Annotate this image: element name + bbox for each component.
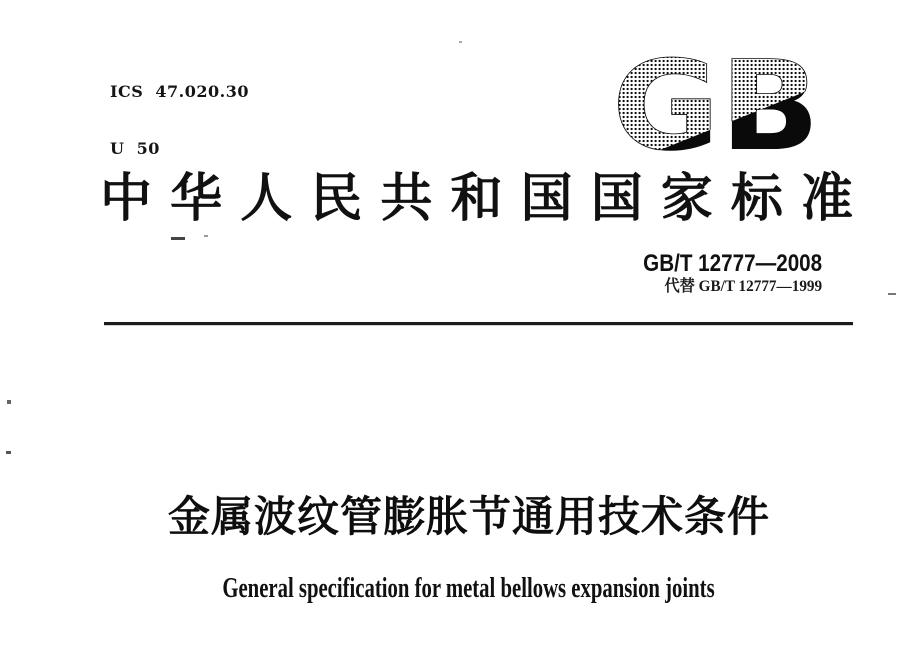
horizontal-rule: [104, 322, 853, 325]
scan-artifact-speck-left-2: [6, 451, 11, 454]
replaced-standard: 代替 GB/T 12777—1999: [664, 278, 822, 295]
national-standard-header: 中华人民共和国国家标准: [100, 171, 853, 228]
scan-artifact-speck-left-1: [7, 400, 11, 404]
ics-code: ICS 47.020.30: [110, 82, 249, 101]
standard-title-english: General specification for metal bellows expansion joints: [222, 573, 715, 604]
china-class-code: U 50: [110, 139, 160, 158]
gb-logo: [610, 55, 822, 154]
scan-artifact-speck-top: [459, 41, 462, 43]
scan-artifact-speck: [204, 235, 208, 237]
standard-number-block: [614, 251, 822, 296]
scan-artifact-dash: [171, 237, 185, 240]
scan-artifact-dash-right: [888, 293, 896, 295]
standard-title-chinese: 金属波纹管膨胀节通用技术条件: [168, 493, 769, 540]
standard-number: GB/T 12777—2008: [643, 250, 822, 277]
